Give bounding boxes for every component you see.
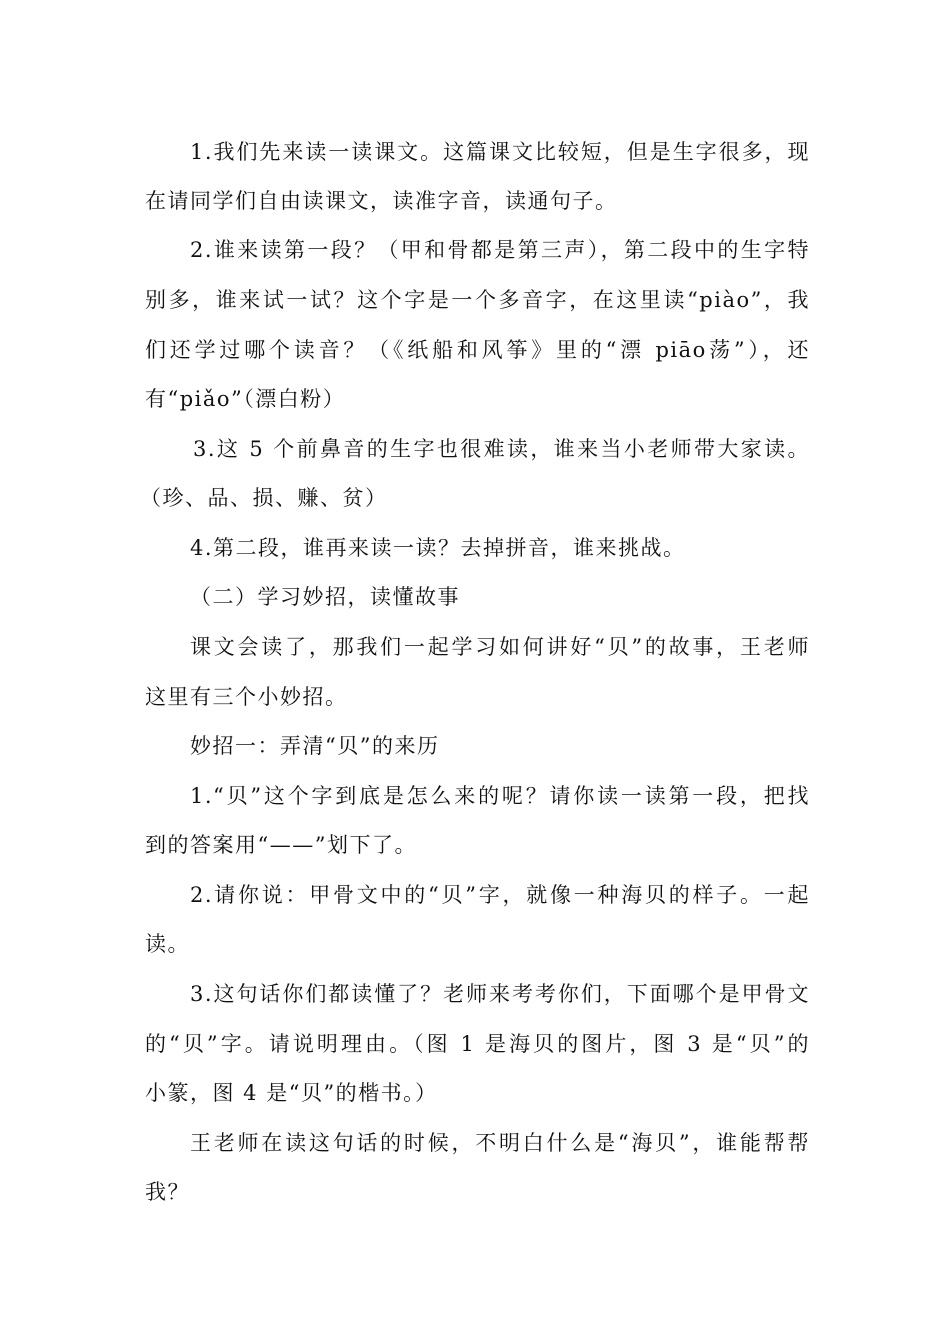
line-12: 这里有三个小妙招。 — [145, 685, 348, 709]
line-14: 1.“贝”这个字到底是怎么来的呢？请你读一读第一段，把找 — [190, 784, 810, 808]
line-15: 到的答案用“——”划下了。 — [145, 833, 417, 857]
section-heading: （二）学习妙招，读懂故事 — [190, 585, 460, 609]
line-19: 的“贝”字。请说明理由。（图 1 是海贝的图片，图 3 是“贝”的 — [145, 1032, 810, 1056]
line-3: 2.谁来读第一段？（甲和骨都是第三声），第二段中的生字特 — [190, 238, 810, 262]
line-9: 4.第二段，谁再来读一读？去掉拼音，谁来挑战。 — [190, 536, 686, 560]
line-6: 有“piǎo”（漂白粉） — [145, 387, 346, 411]
line-17: 读。 — [145, 932, 190, 956]
line-11: 课文会读了，那我们一起学习如何讲好“贝”的故事，王老师 — [190, 635, 810, 659]
line-22: 我？ — [145, 1180, 190, 1204]
line-5: 们还学过哪个读音？（《纸船和风筝》里的“漂 piāo荡”），还 — [145, 338, 810, 362]
line-21: 王老师在读这句话的时候，不明白什么是“海贝”，谁能帮帮 — [190, 1131, 810, 1155]
line-16: 2.请你说：甲骨文中的“贝”字，就像一种海贝的样子。一起 — [190, 883, 810, 907]
line-8: （珍、品、损、赚、贫） — [140, 486, 388, 510]
subheading-tip-one: 妙招一：弄清“贝”的来历 — [190, 734, 440, 758]
line-7: 3.这 5 个前鼻音的生字也很难读，谁来当小老师带大家读。 — [193, 437, 810, 461]
line-2: 在请同学们自由读课文，读准字音，读通句子。 — [145, 189, 618, 213]
line-1: 1.我们先来读一读课文。这篇课文比较短，但是生字很多，现 — [190, 140, 810, 164]
line-18: 3.这句话你们都读懂了？老师来考考你们，下面哪个是甲骨文 — [190, 982, 810, 1006]
line-4: 别多，谁来试一试？这个字是一个多音字，在这里读“piào”，我 — [145, 288, 810, 312]
line-20: 小篆，图 4 是“贝”的楷书。） — [145, 1081, 438, 1105]
